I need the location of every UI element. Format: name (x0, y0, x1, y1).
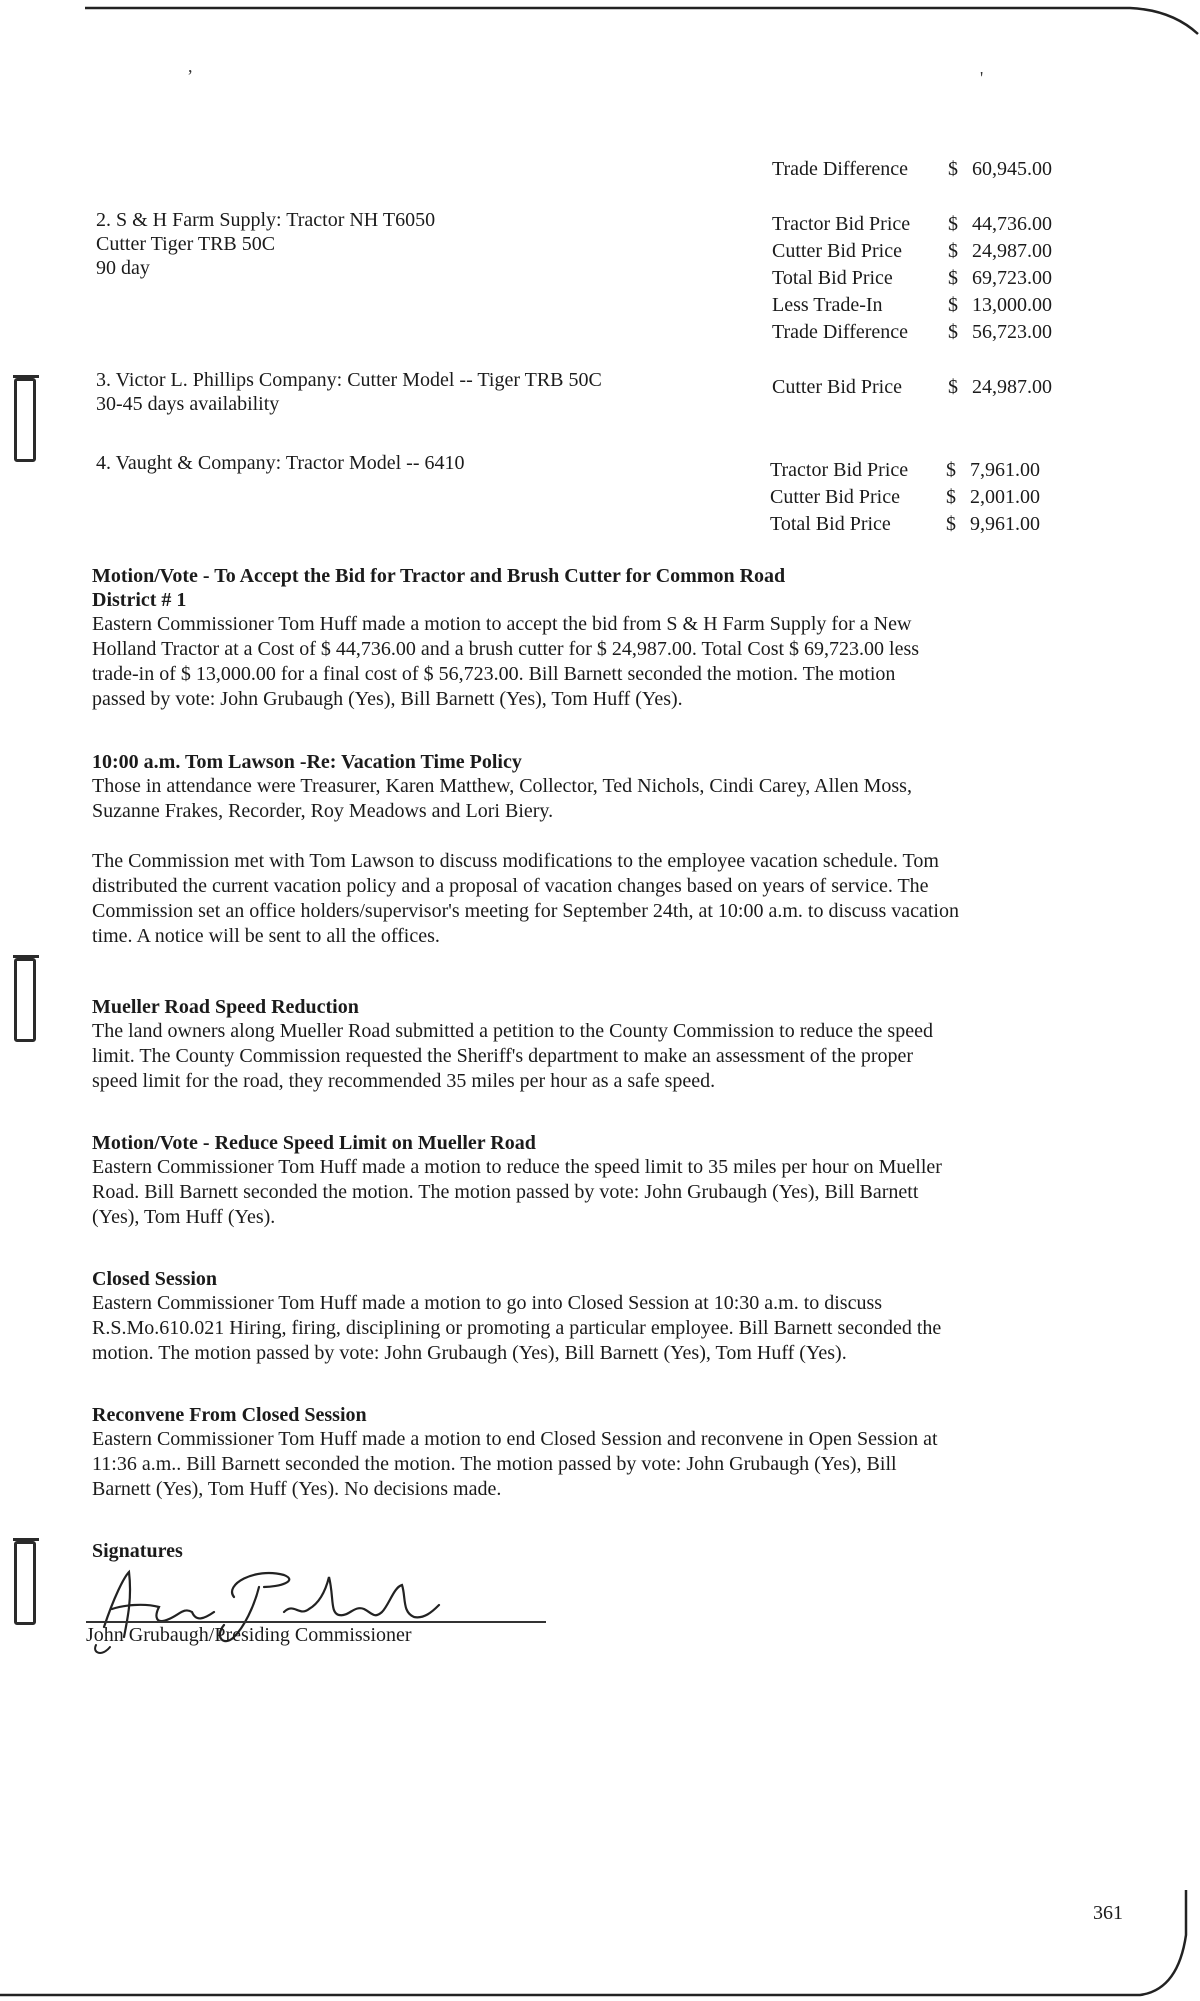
bid-item (96, 208, 435, 280)
bid-title: 3. Victor L. Phillips Company: Cutter Model -- Tiger TRB 50C (96, 369, 602, 391)
text-line: trade-in of $ 13,000.00 for a final cost of $ 56,723.00. Bill Barnett seconded the motion. The motion (92, 663, 896, 685)
minutes-section (92, 1267, 1122, 1366)
price-value: 56,723.00 (972, 321, 1052, 343)
price-label: Less Trade-In (772, 294, 883, 316)
currency-symbol: $ (948, 321, 958, 343)
price-value: 7,961.00 (970, 459, 1040, 481)
section-heading (92, 750, 1122, 774)
text-line: The land owners along Mueller Road submitted a petition to the County Commission to reduce the speed (92, 1020, 933, 1042)
text-line: (Yes), Tom Huff (Yes). (92, 1206, 276, 1228)
price-value: 44,736.00 (972, 213, 1052, 235)
text-line: speed limit for the road, they recommended 35 miles per hour as a safe speed. (92, 1070, 716, 1092)
heading-line: District # 1 (92, 589, 187, 611)
text-line: Eastern Commissioner Tom Huff made a motion to accept the bid from S & H Farm Supply for a New (92, 613, 912, 635)
currency-symbol: $ (946, 459, 956, 481)
minutes-section (92, 995, 1122, 1094)
bid-title: 2. S & H Farm Supply: Tractor NH T6050 (96, 209, 436, 231)
text-line: passed by vote: John Grubaugh (Yes), Bill Barnett (Yes), Tom Huff (Yes). (92, 688, 683, 710)
bid-item (96, 368, 602, 416)
price-label: Trade Difference (772, 158, 909, 180)
section-paragraph (92, 1155, 1122, 1230)
price-row (770, 511, 1080, 538)
text-line: Barnett (Yes), Tom Huff (Yes). No decisions made. (92, 1478, 502, 1500)
page-number: 361 (1093, 1902, 1123, 1924)
bid-item (96, 451, 465, 475)
text-line: R.S.Mo.610.021 Hiring, firing, disciplining or promoting a particular employee. Bill Barnett seconded the (92, 1317, 942, 1339)
section-paragraph (92, 849, 1122, 949)
text-line: 11:36 a.m.. Bill Barnett seconded the motion. The motion passed by vote: John Grubaugh (Yes), Bill (92, 1453, 897, 1475)
section-paragraph (92, 1019, 1122, 1094)
price-label: Tractor Bid Price (772, 213, 911, 235)
section-paragraph (92, 612, 1122, 712)
section-heading (92, 1403, 1122, 1427)
heading-line: Reconvene From Closed Session (92, 1404, 367, 1426)
section-heading (92, 1267, 1122, 1291)
section-heading (92, 1131, 1122, 1155)
section-paragraph (92, 1427, 1122, 1502)
price-label: Cutter Bid Price (770, 486, 900, 508)
section-paragraph (92, 774, 1122, 824)
heading-line: Motion/Vote - Reduce Speed Limit on Mueller Road (92, 1132, 536, 1154)
binder-hole-mark (14, 378, 36, 462)
heading-line: Closed Session (92, 1268, 218, 1290)
bid-detail: Cutter Tiger TRB 50C (96, 233, 276, 255)
section-heading (92, 564, 1122, 612)
text-line: limit. The County Commission requested the Sheriff's department to make an assessment of the proper (92, 1045, 914, 1067)
currency-symbol: $ (946, 486, 956, 508)
signature-block (86, 1539, 592, 1649)
scan-speck: ' (980, 68, 984, 88)
signatures-heading: Signatures (92, 1540, 183, 1562)
text-line: Holland Tractor at a Cost of $ 44,736.00 and a brush cutter for $ 24,987.00. Total Cost $ 69,723.00 less (92, 638, 920, 660)
currency-symbol: $ (948, 240, 958, 262)
price-label: Tractor Bid Price (770, 459, 909, 481)
currency-symbol: $ (948, 376, 958, 398)
bid-detail: 30-45 days availability (96, 393, 280, 415)
currency-symbol: $ (948, 213, 958, 235)
minutes-section (92, 1131, 1122, 1230)
minutes-section (92, 750, 1122, 949)
section-heading (92, 995, 1122, 1019)
price-row (770, 484, 1080, 511)
price-value: 24,987.00 (972, 376, 1052, 398)
text-line: Eastern Commissioner Tom Huff made a motion to go into Closed Session at 10:30 a.m. to discuss (92, 1292, 883, 1314)
price-row (772, 265, 1082, 292)
price-label: Total Bid Price (772, 267, 893, 289)
bid-price-list (772, 211, 1082, 346)
price-row (770, 457, 1080, 484)
text-line: Eastern Commissioner Tom Huff made a motion to reduce the speed limit to 35 miles per hour on Mueller (92, 1156, 942, 1178)
text-line: time. A notice will be sent to all the offices. (92, 925, 440, 947)
price-label: Total Bid Price (770, 513, 891, 535)
currency-symbol: $ (948, 267, 958, 289)
price-row (772, 238, 1082, 265)
price-value: 69,723.00 (972, 267, 1052, 289)
price-label: Cutter Bid Price (772, 376, 902, 398)
heading-line: 10:00 a.m. Tom Lawson -Re: Vacation Time Policy (92, 751, 522, 773)
price-row (772, 211, 1082, 238)
price-label: Cutter Bid Price (772, 240, 902, 262)
price-value: 24,987.00 (972, 240, 1052, 262)
bid-title: 4. Vaught & Company: Tractor Model -- 6410 (96, 452, 465, 474)
text-line: Suzanne Frakes, Recorder, Roy Meadows and Lori Biery. (92, 800, 554, 822)
section-paragraph (92, 1291, 1122, 1366)
price-row (772, 374, 1082, 401)
price-value: 9,961.00 (970, 513, 1040, 535)
heading-line: Motion/Vote - To Accept the Bid for Tractor and Brush Cutter for Common Road (92, 565, 786, 587)
minutes-section (92, 564, 1122, 712)
price-row (772, 292, 1082, 319)
text-line: distributed the current vacation policy and a proposal of vacation changes based on years of service. The (92, 875, 929, 897)
price-value: 2,001.00 (970, 486, 1040, 508)
bid-detail: 90 day (96, 257, 150, 279)
text-line: Road. Bill Barnett seconded the motion. The motion passed by vote: John Grubaugh (Yes), Bill Barnett (92, 1181, 919, 1203)
text-line: Commission set an office holders/supervisor's meeting for September 24th, at 10:00 a.m. to discuss vacation (92, 900, 959, 922)
text-line: Those in attendance were Treasurer, Karen Matthew, Collector, Ted Nichols, Cindi Carey, Allen Moss, (92, 775, 912, 797)
price-label: Trade Difference (772, 321, 909, 343)
top-trade-difference (772, 156, 1082, 183)
minutes-section (92, 1403, 1122, 1502)
currency-symbol: $ (948, 158, 958, 180)
bid-price-list (772, 374, 1082, 401)
text-line: Eastern Commissioner Tom Huff made a motion to end Closed Session and reconvene in Open Session at (92, 1428, 938, 1450)
heading-line: Mueller Road Speed Reduction (92, 996, 359, 1018)
signer-name: John Grubaugh/Presiding Commissioner (86, 1624, 412, 1646)
price-value: 60,945.00 (972, 158, 1052, 180)
scan-speck: , (188, 56, 193, 76)
bid-price-list (770, 457, 1080, 538)
text-line: motion. The motion passed by vote: John Grubaugh (Yes), Bill Barnett (Yes), Tom Huff (Yes). (92, 1342, 847, 1364)
currency-symbol: $ (948, 294, 958, 316)
binder-hole-mark (14, 1541, 36, 1625)
text-line: The Commission met with Tom Lawson to discuss modifications to the employee vacation schedule. Tom (92, 850, 939, 872)
price-value: 13,000.00 (972, 294, 1052, 316)
binder-hole-mark (14, 958, 36, 1042)
currency-symbol: $ (946, 513, 956, 535)
price-row (772, 319, 1082, 346)
